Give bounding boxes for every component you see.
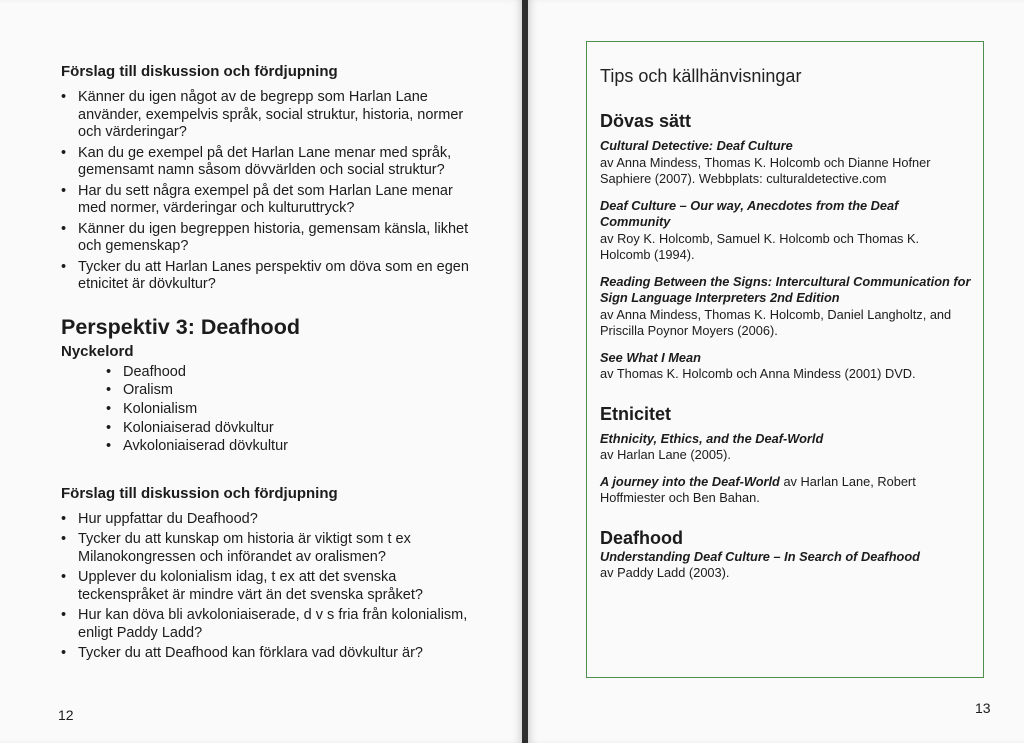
keyword-item: • Kolonialism (106, 401, 481, 419)
reference-text: av Harlan Lane, Robert Hoffmiester och Ben Bahan. (600, 473, 916, 505)
list-item: • Känner du igen något av de begrepp som Harlan Lane använder, exempelvis språk, social struktur, historia, normer och värderingar? (61, 89, 481, 142)
reference-title: Cultural Detective: Deaf Culture (600, 138, 793, 153)
list-item: • Har du sett några exempel på det som Harlan Lane menar med normer, värderingar och kulturuttryck? (61, 183, 481, 218)
keyword-item: • Oralism (106, 382, 481, 400)
reference-title: A journey into the Deaf-World (600, 473, 780, 489)
reference-text: av Roy K. Holcomb, Samuel K. Holcomb och Thomas K. Holcomb (1994). (600, 230, 920, 262)
reference-item (600, 350, 972, 383)
keywords-list (61, 364, 481, 456)
list-item: • Tycker du att Harlan Lanes perspektiv om döva som en egen etnicitet är dövkultur? (61, 259, 481, 294)
references-box (586, 41, 984, 678)
category-heading-dovas-satt: Dövas sätt (600, 111, 692, 131)
reference-title: Reading Between the Signs: Intercultural Communication for Sign Language Interpreters 2nd Edition (600, 273, 971, 305)
page-number-left: 12 (58, 707, 74, 723)
keyword-item: • Deafhood (106, 364, 481, 382)
references-box-content (600, 64, 972, 592)
reference-title: See What I Mean (600, 349, 701, 365)
list-item: • Hur uppfattar du Deafhood? (61, 511, 481, 529)
reference-text: av Anna Mindess, Thomas K. Holcomb, Daniel Langholtz, and Priscilla Poynor Moyers (2006). (600, 306, 952, 338)
section1-list (61, 89, 481, 294)
keyword-item: • Koloniaiserad dövkultur (106, 420, 481, 438)
reference-title: Understanding Deaf Culture – In Search of Deafhood (600, 548, 920, 564)
list-item: • Tycker du att kunskap om historia är viktigt som t ex Milanokongressen och införandet av oralismen? (61, 531, 481, 566)
keyword-item: • Avkoloniaiserad dövkultur (106, 438, 481, 456)
reference-title: Deaf Culture – Our way, Anecdotes from the Deaf Community (600, 197, 899, 229)
list-item: • Kan du ge exempel på det Harlan Lane menar med språk, gemensamt namn såsom dövvärlden och social struktur? (61, 145, 481, 180)
section1-heading: Förslag till diskussion och fördjupning (61, 63, 338, 80)
reference-item (600, 474, 972, 507)
reference-item (600, 138, 972, 188)
list-item: • Tycker du att Deafhood kan förklara vad dövkultur är? (61, 645, 481, 663)
list-item: • Känner du igen begreppen historia, gemensam känsla, likhet och gemenskap? (61, 221, 481, 256)
reference-item (600, 274, 972, 340)
box-title: Tips och källhänvisningar (600, 66, 802, 86)
page-number-right: 13 (975, 700, 991, 716)
perspective-heading: Perspektiv 3: Deafhood (61, 314, 300, 339)
reference-item (600, 198, 972, 264)
reference-text: av Thomas K. Holcomb och Anna Mindess (2001) DVD. (600, 366, 916, 381)
reference-item (600, 431, 972, 464)
category-heading-deafhood: Deafhood (600, 527, 683, 548)
reference-text: av Harlan Lane (2005). (600, 447, 731, 462)
reference-text: av Anna Mindess, Thomas K. Holcomb och Dianne Hofner Saphiere (2007). Webbplats: culturaldetective.com (600, 154, 931, 186)
keywords-label: Nyckelord (61, 342, 134, 360)
reference-title: Ethnicity, Ethics, and the Deaf-World (600, 430, 824, 446)
category-heading-etnicitet: Etnicitet (600, 403, 672, 424)
section2-heading: Förslag till diskussion och fördjupning (61, 484, 338, 502)
list-item: • Hur kan döva bli avkoloniaiserade, d v s fria från kolonialism, enligt Paddy Ladd? (61, 607, 481, 642)
reference-item (600, 549, 972, 582)
left-page-content (61, 62, 481, 666)
reference-text: av Paddy Ladd (2003). (600, 565, 730, 580)
right-page (528, 0, 1024, 743)
list-item: • Upplever du kolonialism idag, t ex att det svenska teckenspråket är mindre värt än det svenska språket? (61, 569, 481, 604)
section2-list (61, 511, 481, 663)
